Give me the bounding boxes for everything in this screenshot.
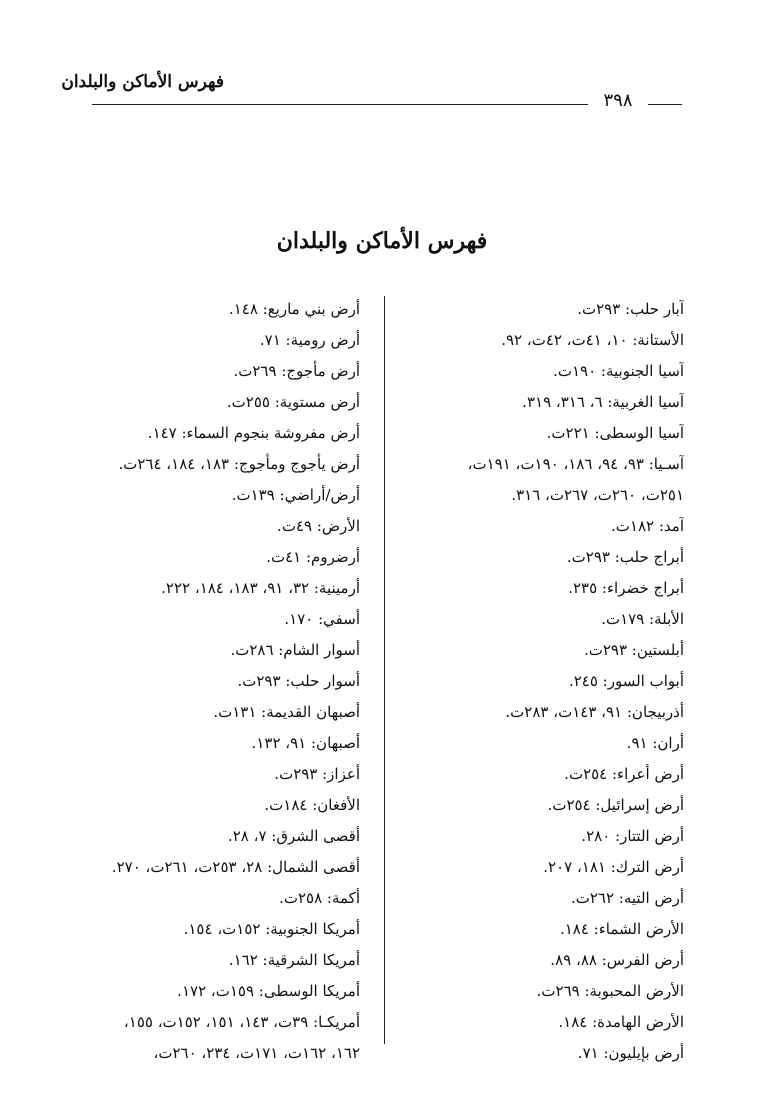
index-entry: أرمينية: ٣٢، ٩١، ١٨٣، ١٨٤، ٢٢٢. bbox=[161, 579, 360, 597]
index-column-right bbox=[400, 294, 684, 1069]
header-rule-left bbox=[92, 104, 588, 105]
index-entry: الأرض: ٤٩ت. bbox=[277, 517, 360, 535]
index-entry: أرض الفرس: ٨٨، ٨٩. bbox=[550, 951, 684, 969]
index-entry: أمريكا الجنوبية: ١٥٢ت، ١٥٤. bbox=[183, 920, 360, 938]
index-entry: أبراج حلب: ٢٩٣ت. bbox=[566, 548, 684, 566]
index-entry: أرض أعراء: ٢٥٤ت. bbox=[564, 765, 684, 783]
index-entry: آسيا الوسطى: ٢٢١ت. bbox=[546, 424, 684, 442]
index-entry: أران: ٩١. bbox=[626, 734, 684, 752]
index-entry: أعزاز: ٢٩٣ت. bbox=[274, 765, 360, 783]
index-entry: أبلستين: ٢٩٣ت. bbox=[583, 641, 684, 659]
index-entry: أبواب السور: ٢٤٥. bbox=[568, 672, 684, 690]
index-entry: أذربيجان: ٩١، ١٤٣ت، ٢٨٣ت. bbox=[505, 703, 684, 721]
index-entry: الأرض الشماء: ١٨٤. bbox=[559, 920, 684, 938]
index-entry: ١٦٢، ١٦٢ت، ١٧١ت، ٢٣٤، ٢٦٠ت، bbox=[153, 1044, 360, 1062]
index-entry: أرض يأجوج ومأجوج: ١٨٣، ١٨٤، ٢٦٤ت. bbox=[118, 455, 360, 473]
index-entry: آسيا الغربية: ٦، ٣١٦، ٣١٩. bbox=[522, 393, 684, 411]
index-entry: الأستانة: ١٠، ٤١ت، ٤٢ت، ٩٢. bbox=[501, 331, 684, 349]
index-entry: الأرض المحبوبة: ٢٦٩ت. bbox=[536, 982, 684, 1000]
running-header-title: فهرس الأماكن والبلدان bbox=[61, 72, 224, 92]
index-entry: آمد: ١٨٢ت. bbox=[611, 517, 684, 535]
index-entry: الأرض الهامدة: ١٨٤. bbox=[558, 1013, 684, 1031]
index-entry: آسـيا: ٩٣، ٩٤، ١٨٦، ١٩٠ت، ١٩١ت، bbox=[467, 455, 684, 473]
index-entry: أبراج خضراء: ٢٣٥. bbox=[568, 579, 684, 597]
index-entry: أكمة: ٢٥٨ت. bbox=[279, 889, 360, 907]
index-entry: أرض مستوية: ٢٥٥ت. bbox=[226, 393, 360, 411]
index-entry: أصبهان: ٩١، ١٣٢. bbox=[251, 734, 360, 752]
index-entry: أمريكا الشرقية: ١٦٢. bbox=[228, 951, 360, 969]
index-entry: آسيا الجنوبية: ١٩٠ت. bbox=[553, 362, 684, 380]
index-entry: أرض إسرائيل: ٢٥٤ت. bbox=[547, 796, 684, 814]
index-entry: الأفغان: ١٨٤ت. bbox=[264, 796, 360, 814]
index-entry: أصبهان القديمة: ١٣١ت. bbox=[213, 703, 360, 721]
index-entry: أمريكـا: ٣٩ت، ١٤٣، ١٥١، ١٥٢ت، ١٥٥، bbox=[123, 1013, 360, 1031]
index-entry: أرض/أراضي: ١٣٩ت. bbox=[231, 486, 360, 504]
index-entry: الأبلة: ١٧٩ت. bbox=[601, 610, 684, 628]
index-entry: أرضروم: ٤١ت. bbox=[266, 548, 360, 566]
column-divider bbox=[384, 296, 385, 1044]
index-entry: أرض مأجوج: ٢٦٩ت. bbox=[233, 362, 360, 380]
index-entry: أرض رومية: ٧١. bbox=[259, 331, 360, 349]
header-rule-right bbox=[648, 104, 682, 105]
index-entry: أمريكا الوسطى: ١٥٩ت، ١٧٢. bbox=[177, 982, 360, 1000]
index-entry: أسوار حلب: ٢٩٣ت. bbox=[237, 672, 360, 690]
index-entry: أرض التتار: ٢٨٠. bbox=[581, 827, 684, 845]
page-number: ٣٩٨ bbox=[603, 90, 633, 111]
index-entry: أسفي: ١٧٠. bbox=[284, 610, 360, 628]
index-entry: آبار حلب: ٢٩٣ت. bbox=[577, 300, 684, 318]
index-entry: أقصى الشرق: ٧، ٢٨. bbox=[227, 827, 360, 845]
index-entry: ٢٥١ت، ٢٦٠ت، ٢٦٧ت، ٣١٦. bbox=[511, 486, 684, 504]
index-entry: أرض التيه: ٢٦٢ت. bbox=[570, 889, 684, 907]
index-title: فهرس الأماكن والبلدان bbox=[276, 228, 488, 254]
index-entry: أسوار الشام: ٢٨٦ت. bbox=[230, 641, 360, 659]
index-entry: أرض الترك: ١٨١، ٢٠٧. bbox=[543, 858, 684, 876]
index-entry: أقصى الشمال: ٢٨، ٢٥٣ت، ٢٦١ت، ٢٧٠. bbox=[111, 858, 360, 876]
index-entry: أرض مفروشة بنجوم السماء: ١٤٧. bbox=[147, 424, 360, 442]
index-entry: أرض بإيليون: ٧١. bbox=[577, 1044, 684, 1062]
index-entry: أرض بني ماريع: ١٤٨. bbox=[228, 300, 360, 318]
index-column-left bbox=[92, 294, 360, 1069]
